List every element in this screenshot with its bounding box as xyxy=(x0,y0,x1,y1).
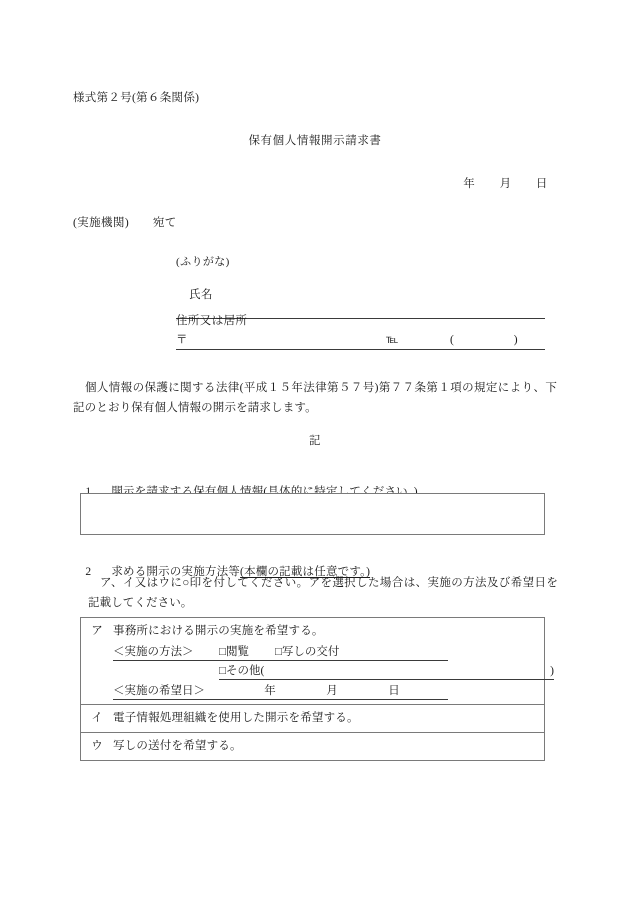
option-i-marker[interactable]: イ xyxy=(91,712,103,724)
item1-answer-box[interactable] xyxy=(80,493,545,535)
method-label: ＜実施の方法＞ xyxy=(113,646,194,658)
legal-basis-paragraph: 個人情報の保護に関する法律(平成１５年法律第５７号)第７７条第１項の規定により、下記のとおり保有個人情報の開示を請求します。 xyxy=(73,382,557,414)
item2-number: 2 xyxy=(85,566,92,579)
wish-date-line[interactable] xyxy=(113,682,448,700)
option-a-marker[interactable]: ア xyxy=(91,625,103,637)
checkbox-other[interactable]: □その他( xyxy=(219,665,265,677)
option-a-text: 事務所における開示の実施を希望する。 xyxy=(113,625,324,637)
option-i-text: 電子情報処理組織を使用した開示を希望する。 xyxy=(113,712,359,724)
addressee-line: (実施機関) 宛て xyxy=(73,217,177,229)
disclosure-method-table xyxy=(80,617,554,761)
furigana-label: (ふりがな) xyxy=(176,256,230,268)
item2-instructions: ア、イ又はウに○印を付してください。アを選択した場合は、実施の方法及び希望日を記載してください。 xyxy=(88,577,558,609)
telephone-paren: ( ) xyxy=(450,334,518,346)
address-label: 住所又は居所 xyxy=(176,315,248,327)
method-selection-line[interactable] xyxy=(113,643,448,661)
item2-heading-note: (本欄の記載は任意です。) xyxy=(240,566,371,579)
document-title: 保有個人情報開示請求書 xyxy=(248,135,382,147)
address-field-row[interactable] xyxy=(176,334,545,350)
name-field-row[interactable] xyxy=(176,276,545,319)
date-line: 年 月 日 xyxy=(463,178,548,190)
option-row-a[interactable] xyxy=(81,618,554,705)
method-other-line[interactable] xyxy=(219,662,554,680)
option-row-i[interactable] xyxy=(81,705,544,733)
wish-date-year[interactable]: 年 xyxy=(264,685,276,697)
option-u-text: 写しの送付を希望する。 xyxy=(113,740,242,752)
ki-marker: 記 xyxy=(308,435,322,447)
option-row-u[interactable] xyxy=(81,733,544,760)
checkbox-inspection[interactable]: □閲覧 xyxy=(219,646,249,658)
form-number: 様式第２号(第６条関係) xyxy=(73,92,200,104)
wish-date-label: ＜実施の希望日＞ xyxy=(113,685,205,697)
option-u-marker[interactable]: ウ xyxy=(91,740,103,752)
telephone-icon: ℡ xyxy=(386,334,399,346)
postal-code-mark: 〒 xyxy=(176,334,188,346)
checkbox-copy-delivery[interactable]: □写しの交付 xyxy=(274,646,340,658)
name-label: 氏名 xyxy=(189,289,213,302)
wish-date-day[interactable]: 日 xyxy=(388,685,400,697)
wish-date-month[interactable]: 月 xyxy=(326,685,338,697)
other-paren-close: ) xyxy=(550,665,554,677)
item2-heading-text: 求める開示の実施方法等 xyxy=(111,566,241,579)
